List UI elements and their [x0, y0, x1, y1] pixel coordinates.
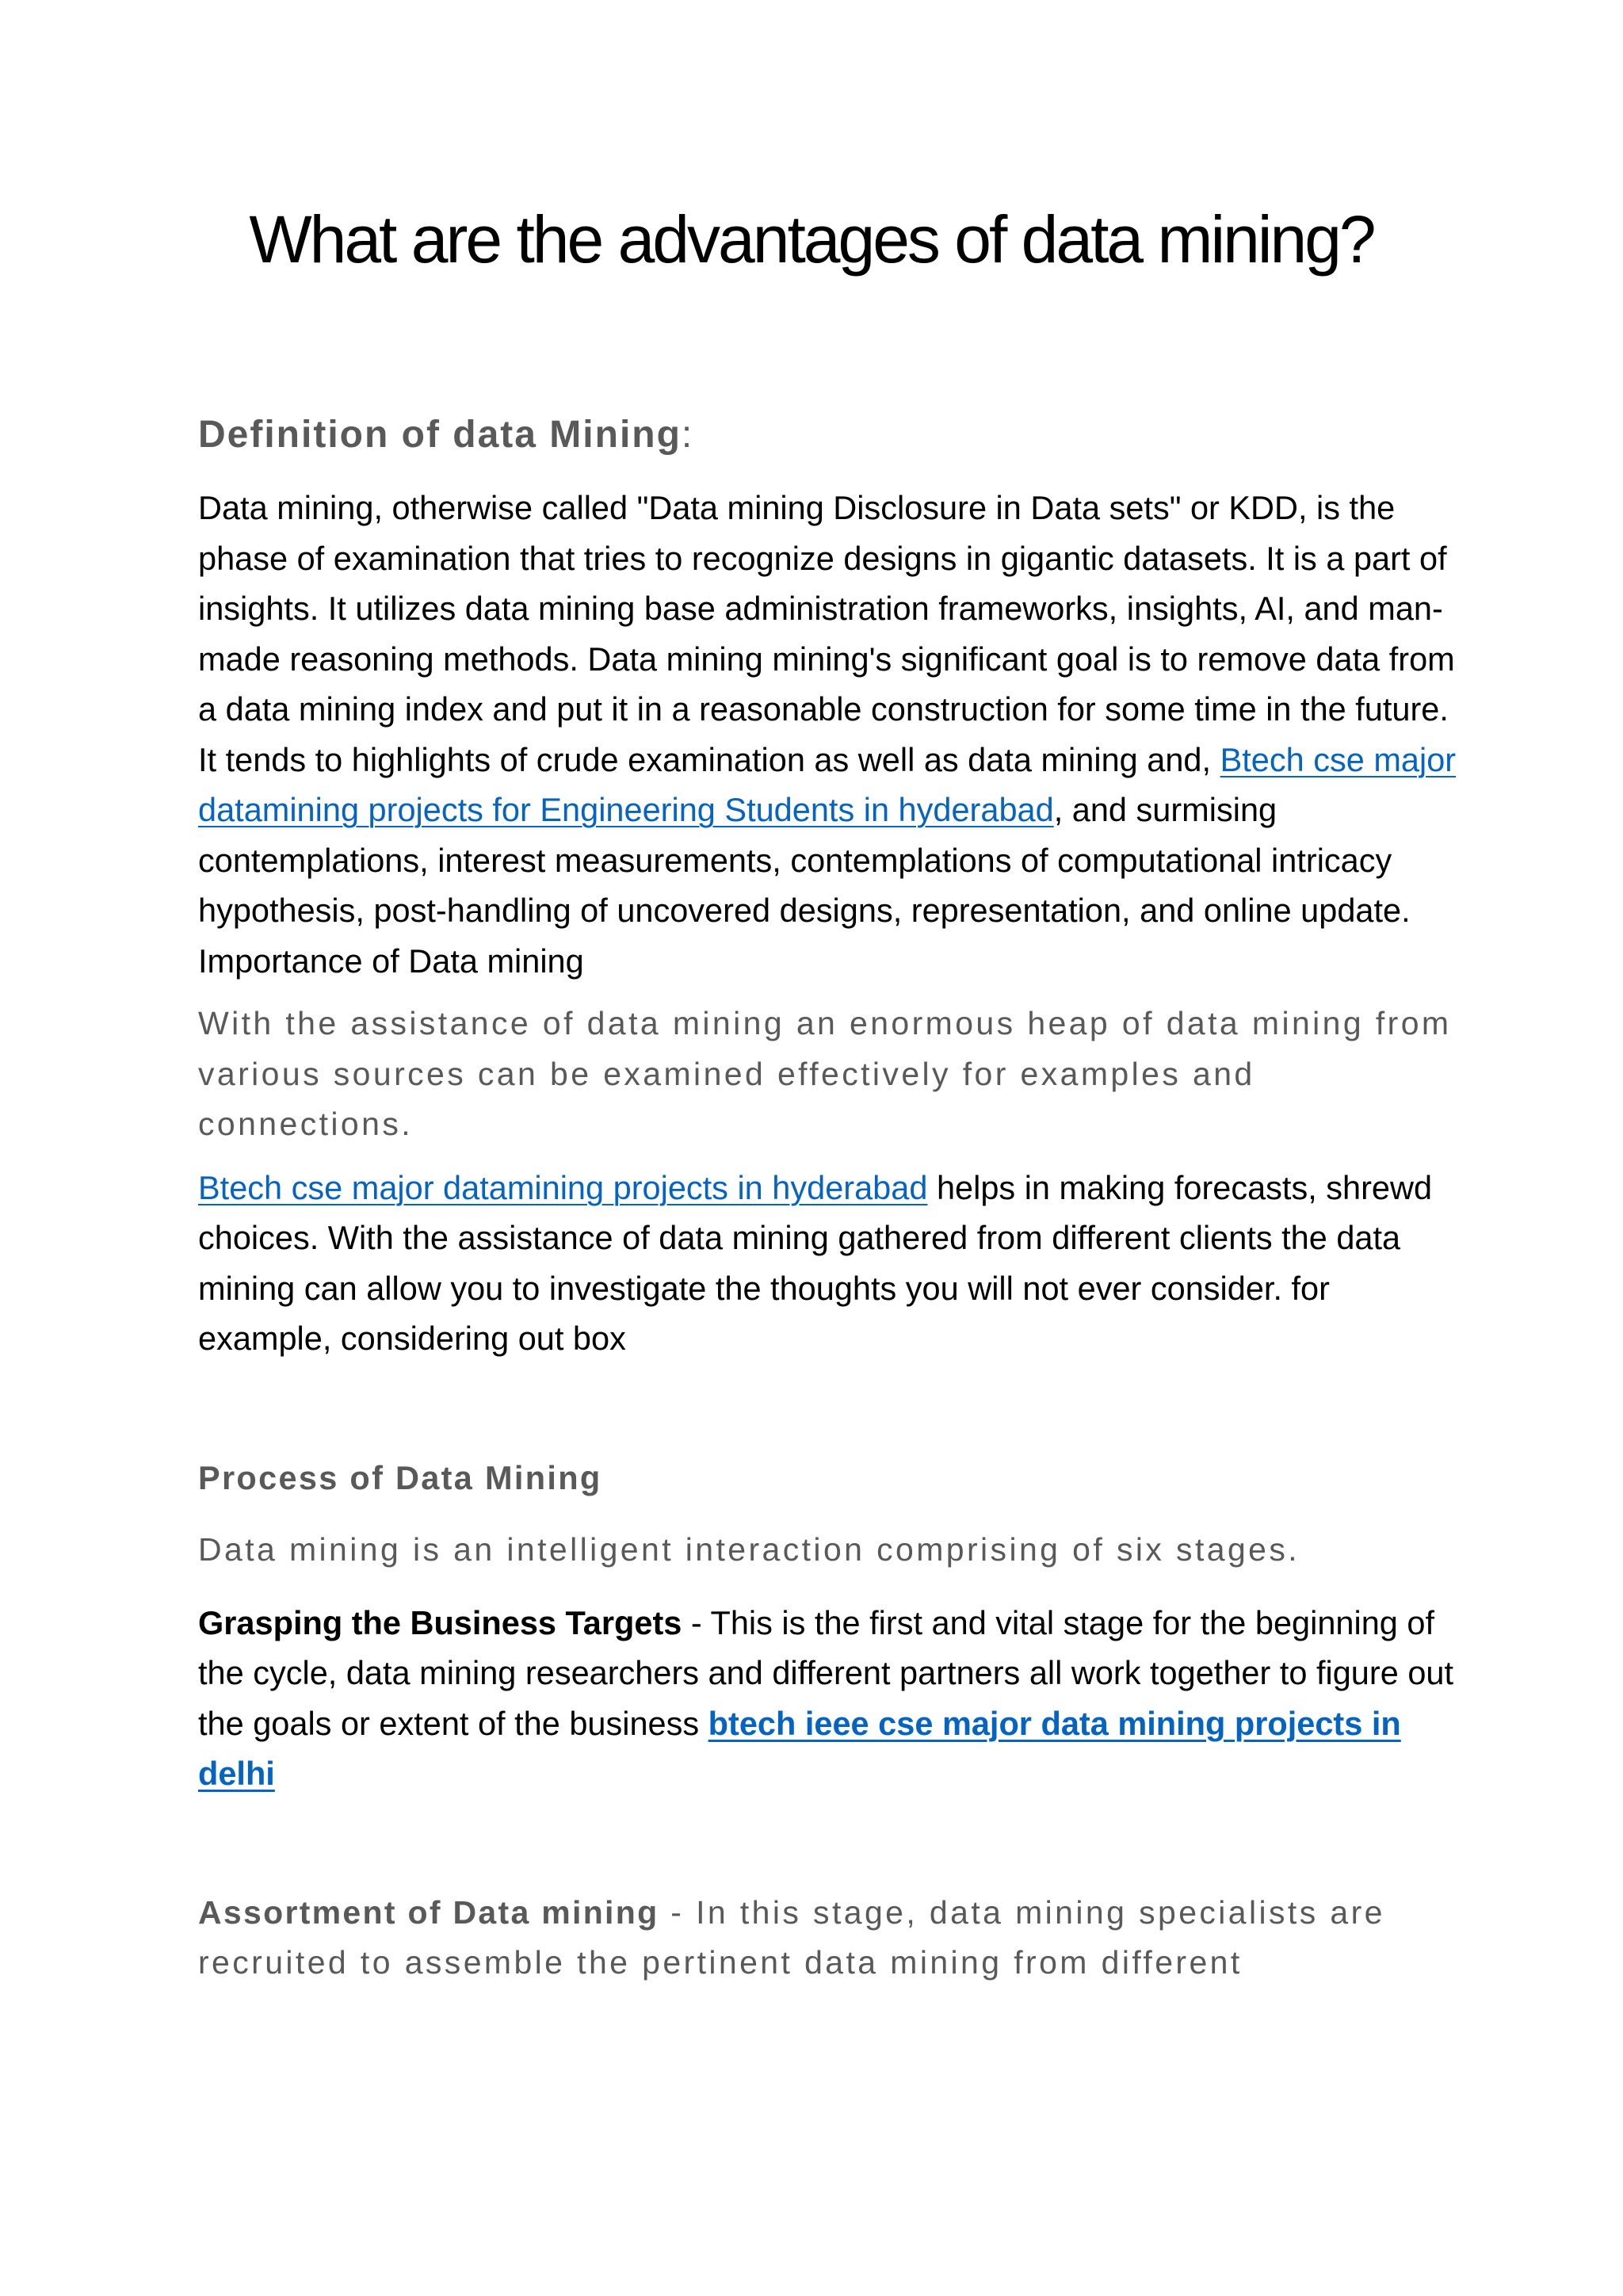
assistance-paragraph: With the assistance of data mining an enormous heap of data mining from various sources can be examined effectively for examples and connections. — [198, 1005, 1452, 1142]
stage-data-assortment — [198, 1888, 1458, 1988]
hyderabad-engineering-projects-link[interactable]: Btech cse major datamining projects for Engineering Students in hyderabad — [198, 740, 1457, 828]
page-title: What are the advantages of data mining? — [249, 202, 1374, 277]
hyderabad-projects-link[interactable]: Btech cse major datamining projects in hyderabad — [198, 1168, 928, 1206]
definition-heading-colon: : — [681, 414, 694, 456]
definition-text-a: Data mining, otherwise called "Data mining Disclosure in Data sets" or KDD, is the phase of examination that tries to recognize designs in gigantic datasets. It is a part of insights. It utilizes data mining base administration frameworks, insights, AI, and man-made reasoning methods. Data mining mining's significant goal is to remove data from a data mining index and put it in a reasonable construction for some time in the future. It tends to highlights of crude examination as well as data mining and, — [198, 489, 1455, 778]
stage-business-targets-label: Grasping the Business Targets — [198, 1603, 682, 1641]
definition-paragraph — [198, 483, 1458, 986]
forecasts-text: helps in making forecasts, shrewd choices. With the assistance of data mining gathered from different clients the data mining can allow you to investigate the thoughts you will not ever consider. for example, considering out box — [198, 1168, 1433, 1357]
definition-text-b: , and surmising contemplations, interest measurements, contemplations of computational intricacy hypothesis, post-handling of uncovered designs, representation, and online update. — [198, 791, 1411, 929]
stage-data-assortment-text: - In this stage, data mining specialists are recruited to assemble the pertinent data mining from different — [198, 1893, 1385, 1981]
definition-heading-text: Definition of data Mining — [198, 414, 682, 456]
definition-heading — [198, 410, 1458, 460]
delhi-projects-link[interactable]: btech ieee cse major data mining projects in delhi — [198, 1704, 1401, 1792]
importance-subheading: Importance of Data mining — [198, 942, 584, 980]
process-heading: Process of Data Mining — [198, 1458, 602, 1496]
stage-business-targets-text: - This is the first and vital stage for the beginning of the cycle, data mining researchers and different partners all work together to figure out the goals or extent of the business — [198, 1603, 1454, 1742]
process-intro: Data mining is an intelligent interaction comprising of six stages. — [198, 1531, 1300, 1568]
stage-business-targets — [198, 1598, 1458, 1799]
document-body — [198, 410, 1458, 1988]
forecasts-paragraph — [198, 1163, 1458, 1364]
stage-data-assortment-label: Assortment of Data mining — [198, 1893, 659, 1931]
